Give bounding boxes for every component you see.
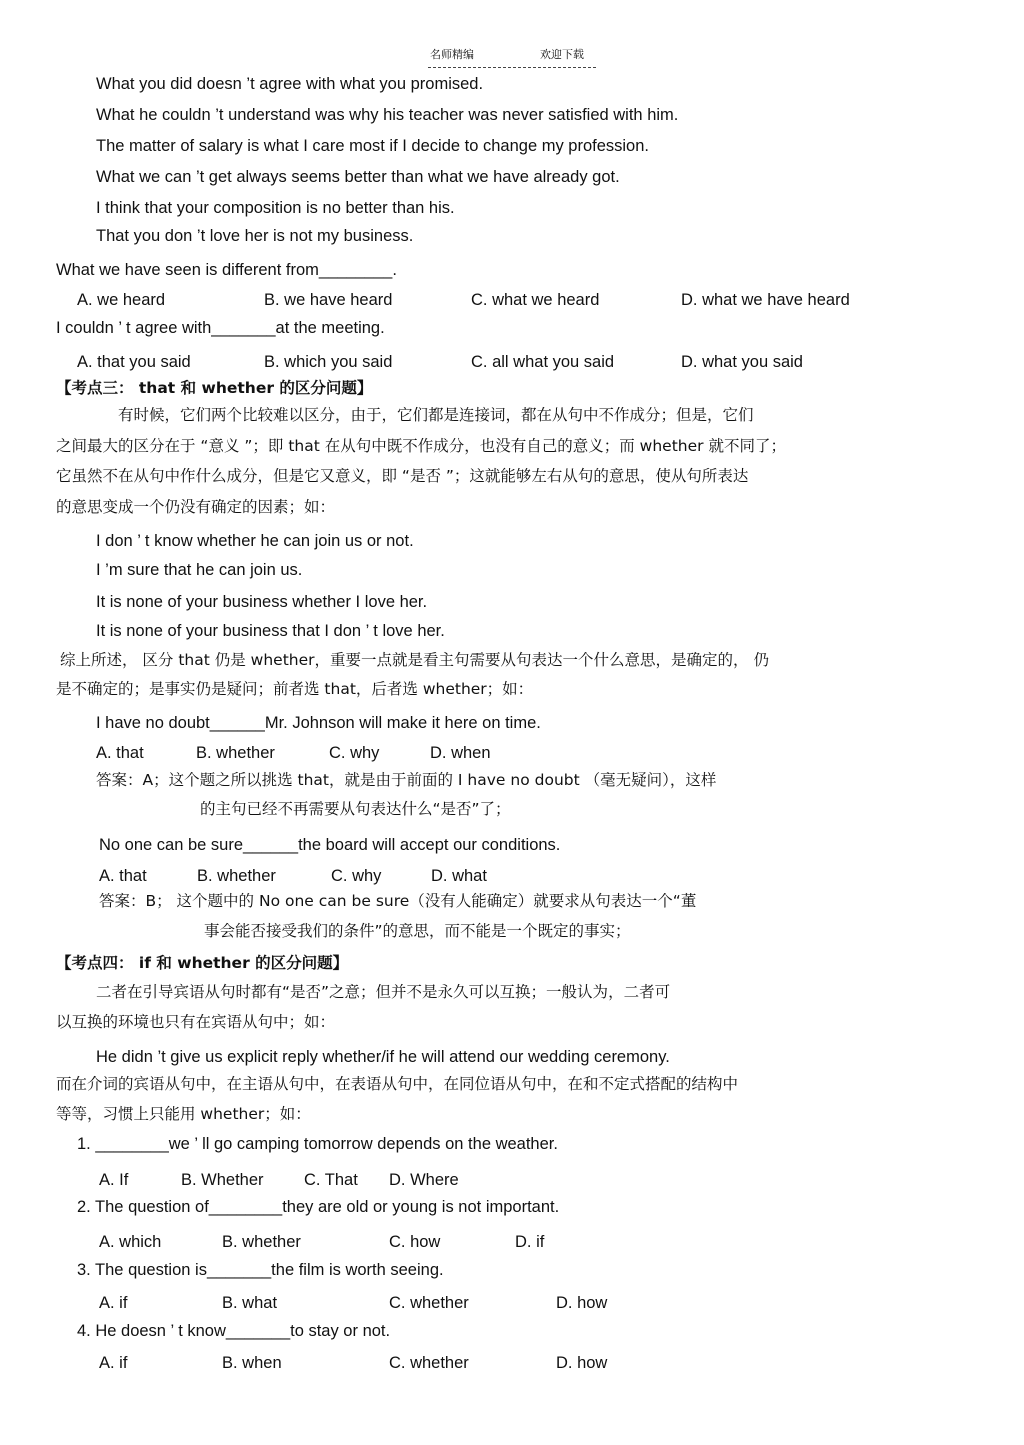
option-a: A. that (96, 744, 144, 762)
option-d: D. what we have heard (681, 291, 850, 309)
question-stem: I have no doubt______Mr. Johnson will make it here on time. (96, 714, 541, 732)
paragraph-line: 之间最大的区分在于 “意义 ”；即 that 在从句中既不作成分，也没有自己的意义；而 whether 就不同了； (56, 437, 786, 455)
option-c: C. That (304, 1171, 358, 1189)
option-a: A. we heard (77, 291, 166, 309)
example-sentence: It is none of your business whether I love her. (96, 593, 428, 611)
example-sentence: The matter of salary is what I care most if I decide to change my profession. (96, 137, 649, 155)
summary-line: 综上所述， 区分 that 仍是 whether，重要一点就是看主句需要从句表达一个什么意思，是确定的， 仍 (60, 651, 769, 669)
example-sentence: That you don ’t love her is not my business. (96, 227, 414, 245)
header-left: 名师精编 (430, 48, 474, 61)
option-a: A. which (99, 1233, 162, 1251)
option-d: D. Where (389, 1171, 459, 1189)
question-stem: I couldn ’ t agree with_______at the meeting. (56, 319, 385, 337)
option-b: B. whether (197, 867, 276, 885)
option-b: B. when (222, 1354, 282, 1372)
header-rule (428, 67, 596, 68)
answer-line: 的主句已经不再需要从句表达什么“是否”了； (200, 800, 511, 818)
option-c: C. whether (389, 1354, 469, 1372)
option-c: C. why (331, 867, 382, 885)
paragraph-line: 有时候，它们两个比较难以区分，由于，它们都是连接词，都在从句中不作成分；但是，它们 (118, 406, 754, 424)
question-stem: 2. The question of________they are old or young is not important. (77, 1198, 560, 1216)
answer-line: 事会能否接受我们的条件”的意思，而不能是一个既定的事实； (204, 922, 631, 940)
option-a: A. that you said (77, 353, 191, 371)
option-b: B. whether (222, 1233, 301, 1251)
paragraph-line: 以互换的环境也只有在宾语从句中；如： (56, 1013, 336, 1031)
option-a: A. If (99, 1171, 129, 1189)
option-a: A. if (99, 1354, 128, 1372)
section-title: 【考点三： that 和 whether 的区分问题】 (56, 379, 373, 397)
option-a: A. that (99, 867, 147, 885)
question-stem: 3. The question is_______the film is worth seeing. (77, 1261, 444, 1279)
example-sentence: What you did doesn ’t agree with what you promised. (96, 75, 484, 93)
example-sentence: I don ’ t know whether he can join us or not. (96, 532, 414, 550)
option-d: D. what you said (681, 353, 803, 371)
option-c: C. how (389, 1233, 441, 1251)
option-c: C. what we heard (471, 291, 600, 309)
paragraph-line: 等等，习惯上只能用 whether；如： (56, 1105, 311, 1123)
paragraph-line: 二者在引导宾语从句时都有“是否”之意；但并不是永久可以互换；一般认为，二者可 (96, 983, 671, 1001)
paragraph-line: 的意思变成一个仍没有确定的因素；如： (56, 498, 336, 516)
example-sentence: I ’m sure that he can join us. (96, 561, 303, 579)
example-sentence: What we can ’t get always seems better than what we have already got. (96, 168, 620, 186)
option-a: A. if (99, 1294, 128, 1312)
paragraph-line: 而在介词的宾语从句中，在主语从句中，在表语从句中，在同位语从句中，在和不定式搭配的结构中 (56, 1075, 739, 1093)
option-c: C. why (329, 744, 380, 762)
question-stem: No one can be sure______the board will accept our conditions. (99, 836, 561, 854)
option-d: D. what (431, 867, 487, 885)
option-d: D. how (556, 1354, 608, 1372)
option-b: B. Whether (181, 1171, 264, 1189)
option-d: D. when (430, 744, 491, 762)
answer-line: 答案：B； 这个题中的 No one can be sure（没有人能确定）就要求从句表达一个“董 (99, 892, 697, 910)
option-d: D. if (515, 1233, 545, 1251)
option-b: B. we have heard (264, 291, 393, 309)
option-b: B. which you said (264, 353, 393, 371)
example-sentence: He didn ’t give us explicit reply whether/if he will attend our wedding ceremony. (96, 1048, 670, 1066)
section-title: 【考点四： if 和 whether 的区分问题】 (56, 954, 349, 972)
answer-line: 答案：A；这个题之所以挑选 that，就是由于前面的 I have no doubt （毫无疑问），这样 (96, 771, 717, 789)
option-c: C. whether (389, 1294, 469, 1312)
option-d: D. how (556, 1294, 608, 1312)
example-sentence: I think that your composition is no better than his. (96, 199, 455, 217)
question-stem: What we have seen is different from________. (56, 261, 397, 279)
summary-line: 是不确定的；是事实仍是疑问；前者选 that，后者选 whether；如： (56, 680, 534, 698)
option-c: C. all what you said (471, 353, 615, 371)
question-stem: 4. He doesn ’ t know_______to stay or not. (77, 1322, 391, 1340)
option-b: B. whether (196, 744, 275, 762)
paragraph-line: 它虽然不在从句中作什么成分，但是它又意义，即 “是否 ”；这就能够左右从句的意思，使从句所表达 (56, 467, 749, 485)
header-right: 欢迎下载 (540, 48, 584, 61)
example-sentence: What he couldn ’t understand was why his teacher was never satisfied with him. (96, 106, 679, 124)
question-stem: 1. ________we ’ ll go camping tomorrow depends on the weather. (77, 1135, 558, 1153)
example-sentence: It is none of your business that I don ’ t love her. (96, 622, 445, 640)
option-b: B. what (222, 1294, 278, 1312)
